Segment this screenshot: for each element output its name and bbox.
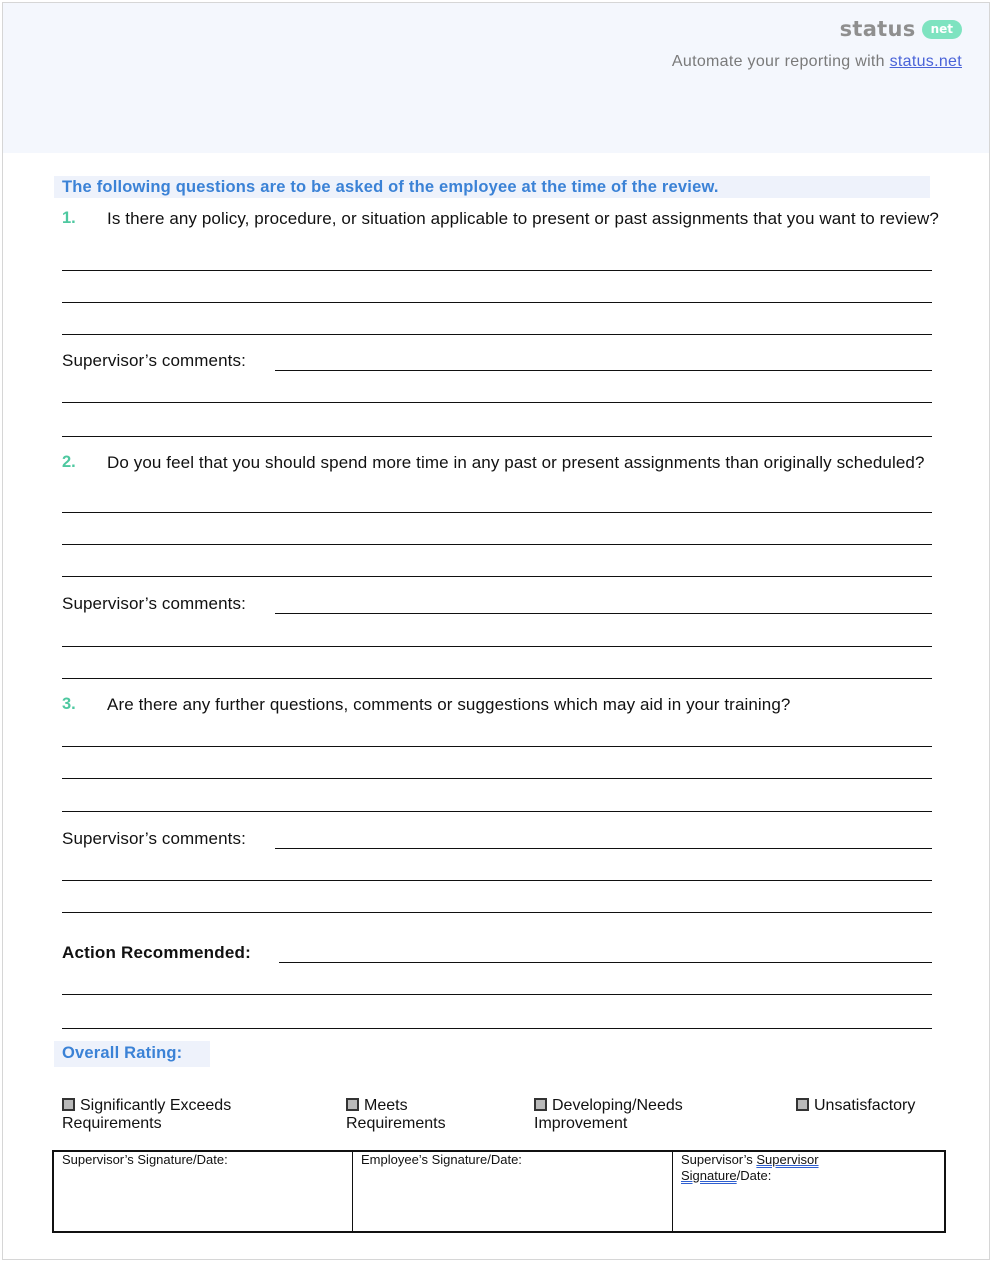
supervisor-comment-line[interactable] xyxy=(275,848,932,849)
supervisor-comment-line[interactable] xyxy=(62,678,932,679)
supervisor-signature-label: Supervisor’s Signature/Date: xyxy=(62,1152,228,1167)
brand-word: status xyxy=(839,17,916,41)
option-label: Meets xyxy=(364,1097,408,1114)
answer-line[interactable] xyxy=(62,302,932,303)
checkbox-meets[interactable] xyxy=(346,1098,359,1111)
answer-line[interactable] xyxy=(62,778,932,779)
question-2-number: 2. xyxy=(62,453,76,471)
supervisor-comments-label-1: Supervisor’s comments: xyxy=(62,351,246,370)
checkbox-exceeds[interactable] xyxy=(62,1098,75,1111)
supervisor-comments-label-2: Supervisor’s comments: xyxy=(62,594,246,613)
question-1-number: 1. xyxy=(62,209,76,227)
sup-sup-label-part2: Supervisor xyxy=(756,1152,819,1167)
answer-line[interactable] xyxy=(62,746,932,747)
supervisor-comment-line[interactable] xyxy=(62,436,932,437)
intro-heading: The following questions are to be asked of the employee at the time of the review. xyxy=(62,178,719,196)
action-line[interactable] xyxy=(62,1028,932,1029)
sup-sup-label-part1: Supervisor’s xyxy=(681,1152,757,1167)
employee-signature-label: Employee’s Signature/Date: xyxy=(361,1152,522,1167)
action-line[interactable] xyxy=(62,994,932,995)
answer-line[interactable] xyxy=(62,270,932,271)
supervisor-signature-cell[interactable] xyxy=(54,1152,352,1231)
rating-option-developing[interactable] xyxy=(534,1097,683,1133)
status-net-link[interactable]: status.net xyxy=(889,53,962,70)
rating-option-exceeds[interactable] xyxy=(62,1097,231,1133)
supervisor-comment-line[interactable] xyxy=(275,370,932,371)
option-label: Unsatisfactory xyxy=(814,1097,916,1114)
option-label: Developing/Needs xyxy=(552,1097,683,1114)
answer-line[interactable] xyxy=(62,334,932,335)
checkbox-unsatisfactory[interactable] xyxy=(796,1098,809,1111)
action-recommended-label: Action Recommended: xyxy=(62,943,251,962)
overall-rating-label: Overall Rating: xyxy=(62,1044,183,1062)
option-label-line2: Requirements xyxy=(346,1115,446,1132)
supervisor-comment-line[interactable] xyxy=(62,912,932,913)
supervisor-comment-line[interactable] xyxy=(62,880,932,881)
rating-option-unsatisfactory[interactable] xyxy=(796,1097,915,1115)
question-1-text: Is there any policy, procedure, or situation applicable to present or past assignments that you want to review? xyxy=(107,209,939,228)
answer-line[interactable] xyxy=(62,512,932,513)
tagline xyxy=(672,53,962,71)
question-3-number: 3. xyxy=(62,695,76,713)
question-3-text: Are there any further questions, comments or suggestions which may aid in your training? xyxy=(107,695,791,714)
sup-sup-label-part4: /Date: xyxy=(736,1168,772,1183)
brand-logo xyxy=(840,17,962,41)
sup-sup-label-part3: Signature xyxy=(681,1168,737,1183)
employee-signature-cell[interactable] xyxy=(352,1152,672,1231)
action-recommended-line[interactable] xyxy=(279,962,932,963)
checkbox-developing[interactable] xyxy=(534,1098,547,1111)
supervisor-comment-line[interactable] xyxy=(62,646,932,647)
answer-line[interactable] xyxy=(62,811,932,812)
supervisor-comment-line[interactable] xyxy=(275,613,932,614)
question-2-text: Do you feel that you should spend more time in any past or present assignments than originally scheduled? xyxy=(107,453,925,472)
supervisor-comment-line[interactable] xyxy=(62,402,932,403)
option-label-line2: Requirements xyxy=(62,1115,162,1132)
option-label: Significantly Exceeds xyxy=(80,1097,232,1114)
signature-table xyxy=(52,1150,946,1233)
tagline-text: Automate your reporting with xyxy=(671,53,890,70)
brand-badge: net xyxy=(922,20,962,39)
supervisor-comments-label-3: Supervisor’s comments: xyxy=(62,829,246,848)
answer-line[interactable] xyxy=(62,544,932,545)
rating-option-meets[interactable] xyxy=(346,1097,446,1133)
answer-line[interactable] xyxy=(62,576,932,577)
option-label-line2: Improvement xyxy=(534,1115,628,1132)
supervisors-supervisor-signature-cell[interactable] xyxy=(672,1152,944,1231)
